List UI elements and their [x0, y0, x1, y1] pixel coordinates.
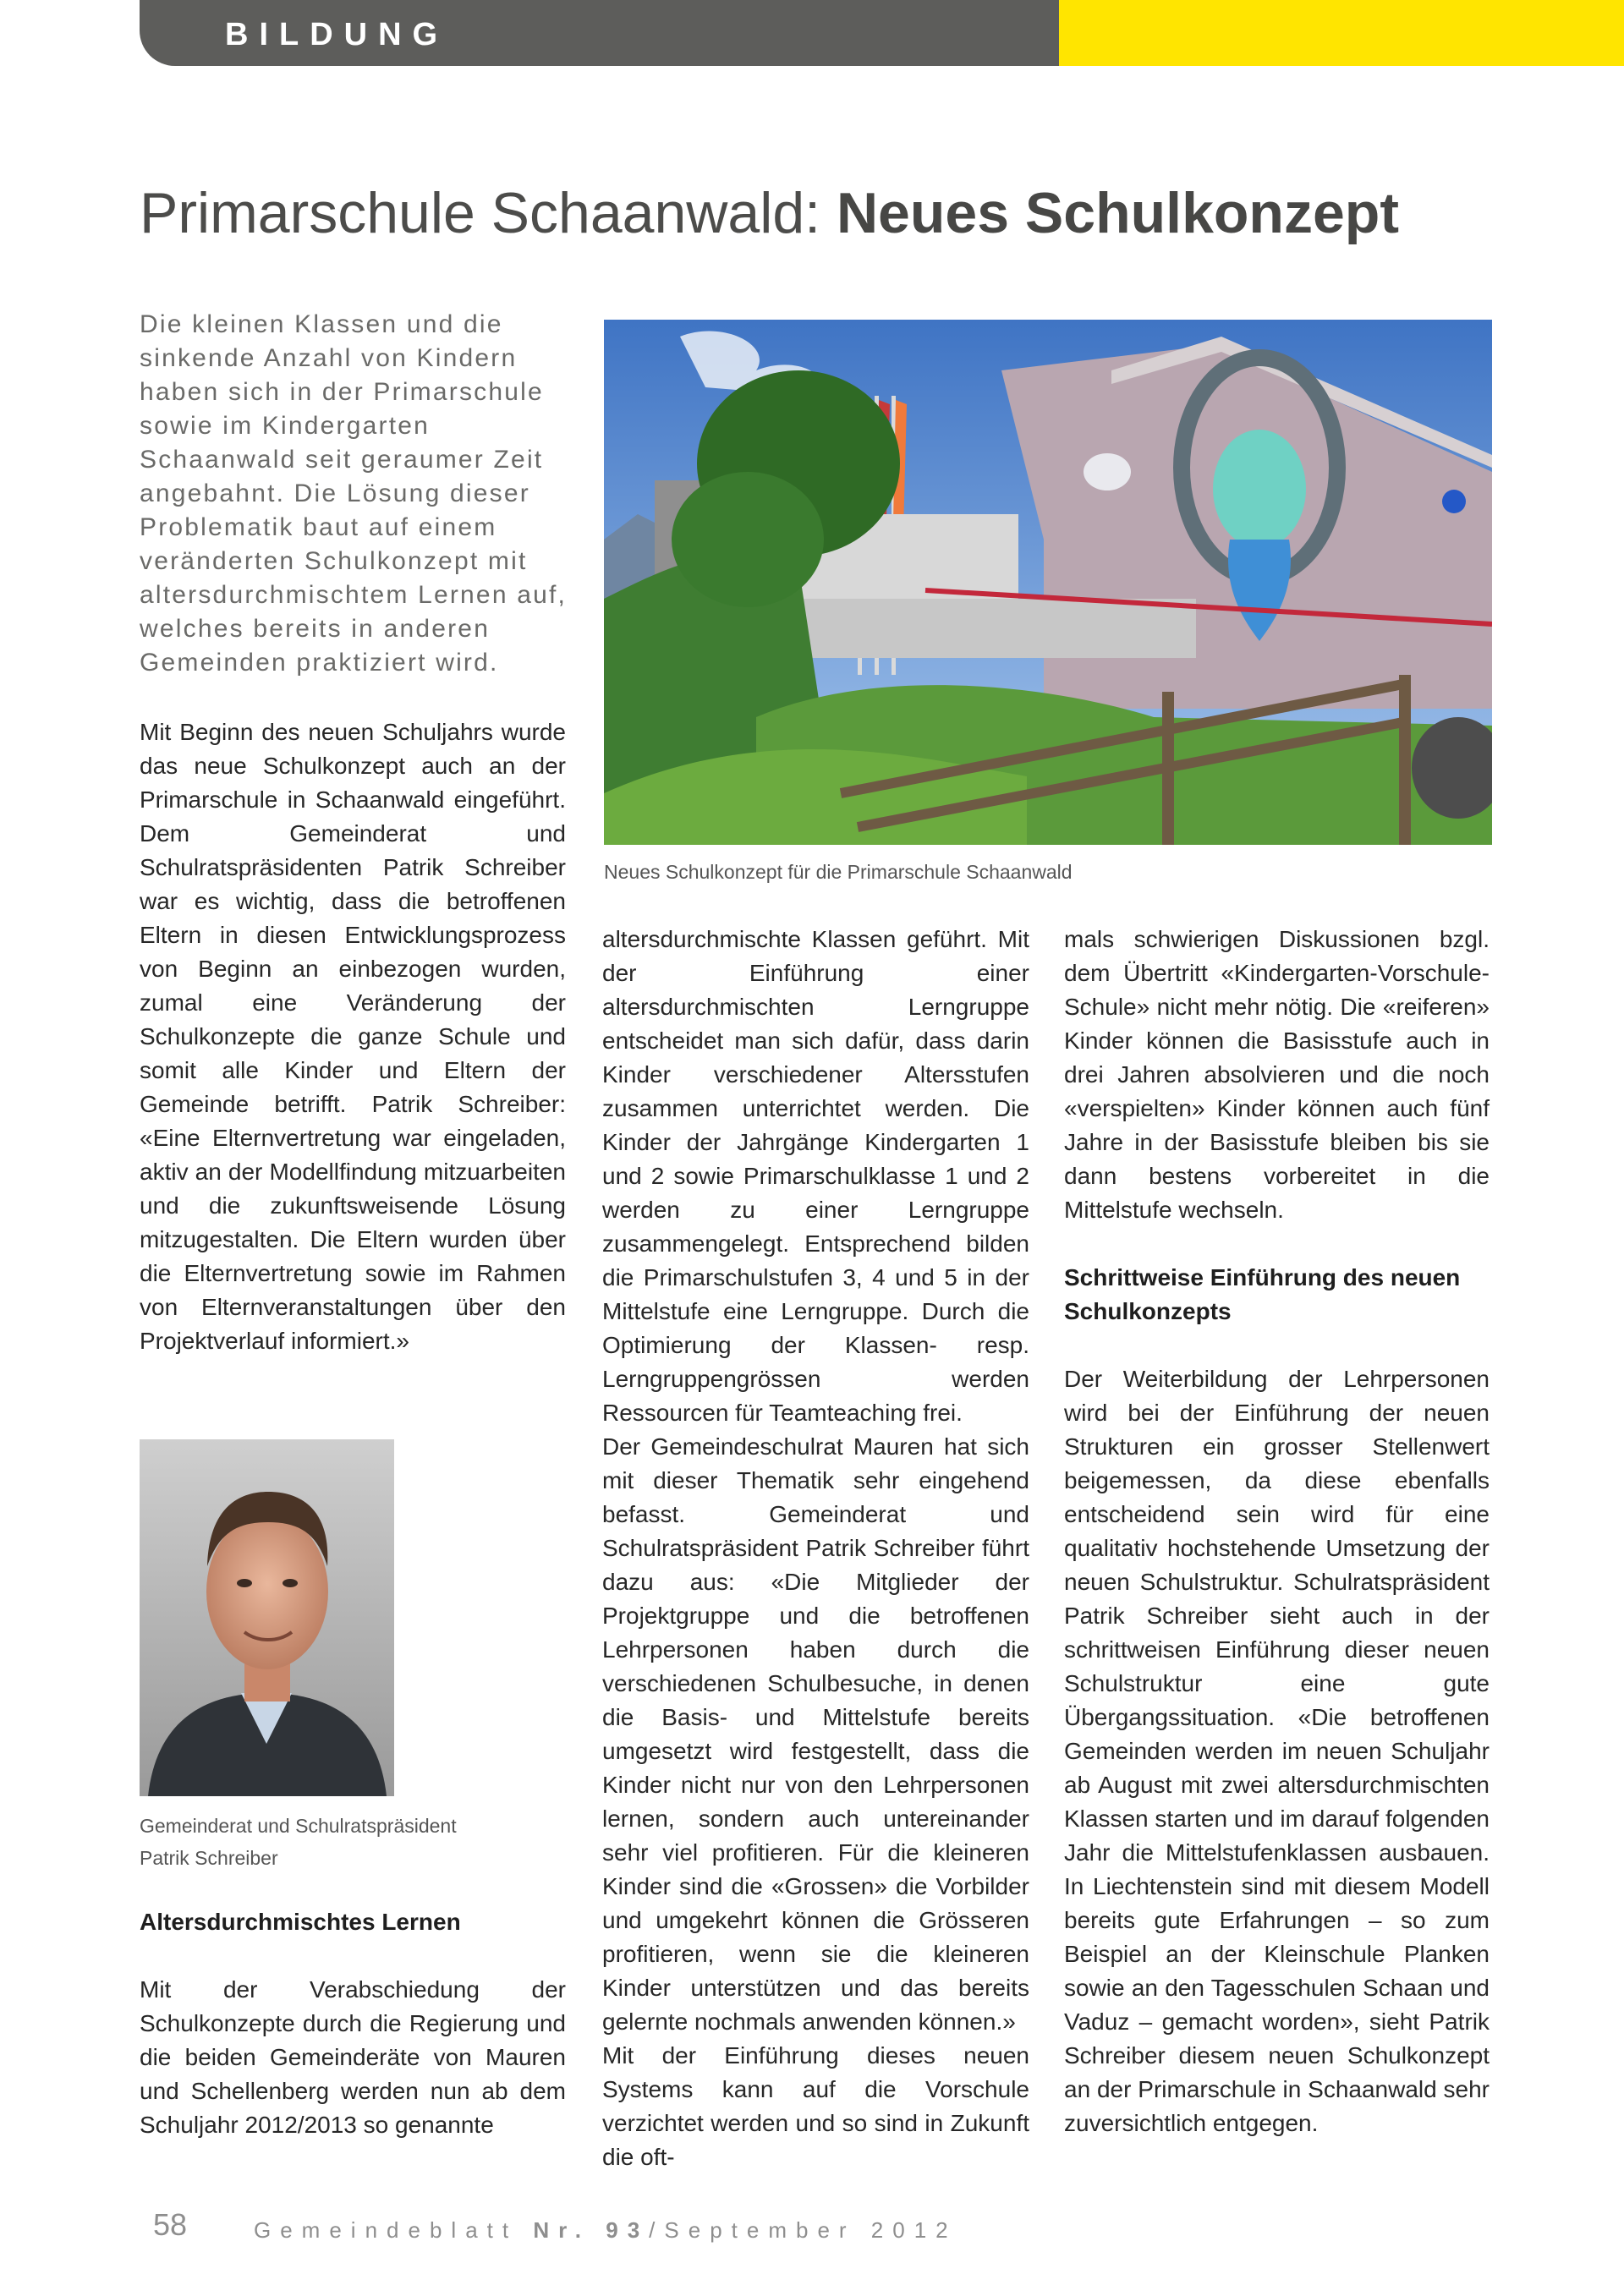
column-1-bottom [140, 1905, 566, 2142]
column-1-top [140, 715, 566, 1358]
issue-number: Nr. 93 [533, 2217, 650, 2243]
page-number: 58 [153, 2207, 188, 2242]
footer-publication [254, 2217, 957, 2244]
section-heading-2: Schrittweise Einführung des neuen Schulkonzepts [1064, 1264, 1461, 1324]
body-paragraph: Der Gemeindeschulrat Mauren hat sich mit dieser Thematik sehr eingehend befasst. Gemeinderat und Schulratspräsident Patrik Schreiber führt dazu aus: «Die Mitglieder der Projektgruppe und die betroffenen Lehrpersonen haben durch die verschiedenen Schulbesuche, in denen die Basis- und Mittelstufe bereits umgesetzt wird festgestellt, dass die Kinder nicht nur von den Lehrpersonen lernen, sondern auch untereinander sehr viel profitieren. Für die kleineren Kinder sind die «Grossen» die Vorbilder und umgekehrt können die Grösseren profitieren, wenn sie die kleineren Kinder unterstützen und das bereits gelernte nochmals anwenden können.» [602, 1433, 1029, 2035]
body-paragraph: Mit der Verabschiedung der Schulkonzepte durch die Regierung und die beiden Gemeinderäte von Mauren und Schellenberg werden nun ab dem Schuljahr 2012/2013 so genannte [140, 1976, 566, 2138]
body-paragraph: Der Weiterbildung der Lehrpersonen wird bei der Einführung der neuen Strukturen ein grosser Stellenwert beigemessen, da diese ebenfalls entscheidend sein wird für eine qualitativ hochstehende Umsetzung der neuen Schulstruktur. Schulratspräsident Patrik Schreiber sieht auch in der schrittweisen Einführung dieser neuen Schulstruktur eine gute Übergangssituation. «Die betroffenen Gemeinden werden im neuen Schuljahr ab August mit zwei altersdurchmischten Klassen starten und im darauf folgenden Jahr die Mittelstufenklassen ausbauen. In Liechtenstein sind mit diesem Modell bereits gute Erfahrungen – so zum Beispiel an der Kleinschule Planken sowie an den Tagesschulen Schaan und Vaduz – gemacht worden», sieht Patrik Schreiber diesem neuen Schulkonzept an der Primarschule in Schaanwald sehr zuversichtlich entgegen. [1064, 1366, 1490, 2136]
article-title [140, 179, 1577, 249]
accent-band [1059, 0, 1624, 66]
issue-date: /September 2012 [649, 2217, 957, 2243]
portrait-image [140, 1439, 394, 1796]
portrait-photo [140, 1439, 394, 1796]
photo-caption: Neues Schulkonzept für die Primarschule Schaanwald [604, 861, 1073, 883]
section-label: BILDUNG [225, 17, 449, 52]
title-place: Primarschule Schaanwald: [140, 181, 837, 245]
school-photo [604, 320, 1492, 845]
body-paragraph: altersdurchmischte Klassen geführt. Mit der Einführung einer altersdurchmischten Lerngruppe entscheidet man sich dafür, dass darin Kinder verschiedener Altersstufen zusammen unterrichtet werden. Die Kinder der Jahrgänge Kindergarten 1 und 2 sowie Primarschulklasse 1 und 2 werden zu einer Lerngruppe zusammengelegt. Entsprechend bilden die Primarschulstufen 3, 4 und 5 in der Mittelstufe eine Lerngruppe. Durch die Optimierung der Klassen- resp. Lerngruppengrössen werden Ressourcen für Teamteaching frei. [602, 926, 1029, 1426]
section-heading-1: Altersdurchmischtes Lernen [140, 1909, 461, 1935]
body-paragraph: mals schwierigen Diskussionen bzgl. dem Übertritt «Kindergarten-Vorschule-Schule» nicht mehr nötig. Die «reiferen» Kinder können die Basisstufe auch in drei Jahren absolvieren und die noch «verspielten» Kinder können auch fünf Jahre in der Basisstufe bleiben bis sie dann bestens vorbereitet in die Mittelstufe wechseln. [1064, 926, 1490, 1223]
body-paragraph: Mit der Einführung dieses neuen Systems kann auf die Vorschule verzichtet werden und so sind in Zukunft die oft- [602, 2042, 1029, 2170]
portrait-caption-line-2: Patrik Schreiber [140, 1847, 278, 1869]
title-topic: Neues Schulkonzept [836, 181, 1399, 245]
portrait-caption [140, 1810, 457, 1874]
lead-paragraph: Die kleinen Klassen und die sinkende Anzahl von Kindern haben sich in der Primarschule sowie im Kindergarten Schaanwald seit geraumer Zeit angebahnt. Die Lösung dieser Problematik baut auf einem veränderten Schulkonzept mit altersdurchmischtem Lernen auf, welches bereits in anderen Gemeinden praktiziert wird. [140, 310, 568, 677]
column-2 [602, 923, 1029, 2174]
body-paragraph: Mit Beginn des neuen Schuljahrs wurde das neue Schulkonzept auch an der Primarschule in Schaanwald eingeführt. Dem Gemeinderat und Schulratspräsidenten Patrik Schreiber war es wichtig, dass die betroffenen Eltern in diesen Entwicklungsprozess von Beginn an einbezogen wurden, zumal eine Veränderung der Schulkonzepte die ganze Schule und somit alle Kinder und Eltern der Gemeinde betrifft. Patrik Schreiber: «Eine Elternvertretung war eingeladen, aktiv an der Modellfindung mitzuarbeiten und die zukunftsweisende Lösung mitzugestalten. Die Eltern wurden über die Elternvertretung sowie im Rahmen von Elternveranstaltungen über den Projektverlauf informiert.» [140, 719, 566, 1354]
portrait-caption-line-1: Gemeinderat und Schulratspräsident [140, 1815, 457, 1837]
column-3 [1064, 923, 1490, 2140]
school-building-image [604, 320, 1492, 845]
publication-name: Gemeindeblatt [254, 2217, 518, 2243]
